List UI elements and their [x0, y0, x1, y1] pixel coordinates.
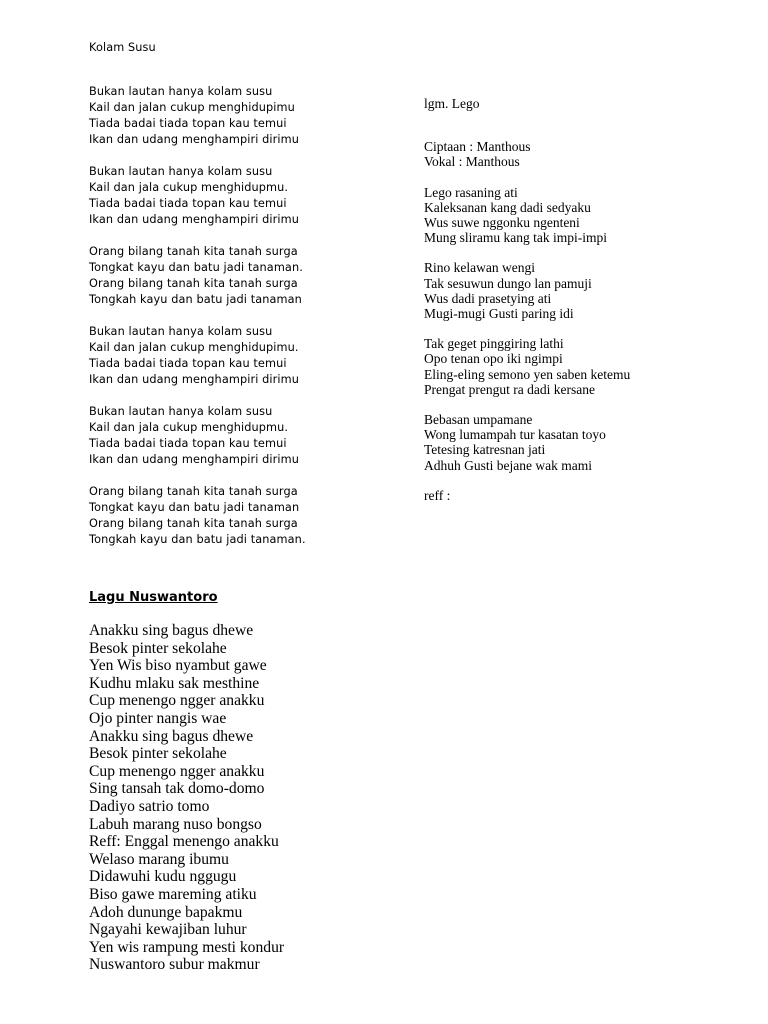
- lego-title: lgm. Lego: [424, 96, 480, 111]
- lyric-line: Kail dan jalan cukup menghidupimu.: [89, 341, 299, 354]
- lyric-line: Ngayahi kewajiban luhur: [89, 921, 247, 939]
- lyric-line: Mugi-mugi Gusti paring idi: [424, 306, 574, 322]
- lyric-line: Dadiyo satrio tomo: [89, 797, 210, 815]
- lyric-line: Wus suwe nggonku ngenteni: [424, 215, 580, 231]
- lyric-line: Kaleksanan kang dadi sedyaku: [424, 199, 591, 215]
- lyric-line: Tiada badai tiada topan kau temui: [89, 117, 287, 130]
- lyric-line: Cup menengo ngger anakku: [89, 692, 265, 710]
- lyric-line: Tiada badai tiada topan kau temui: [89, 357, 287, 370]
- lyric-line: Welaso marang ibumu: [89, 850, 229, 868]
- lyric-line: Kail dan jala cukup menghidupmu.: [89, 421, 289, 434]
- nuswantoro-title: Lagu Nuswantoro: [89, 590, 218, 605]
- lego-lyrics: [424, 96, 630, 503]
- lyric-line: Ikan dan udang menghampiri dirimu: [89, 213, 299, 226]
- lyric-line: Tak geget pinggiring lathi: [424, 336, 564, 352]
- lyric-line: Ojo pinter nangis wae: [89, 709, 227, 727]
- lyric-line: Ikan dan udang menghampiri dirimu: [89, 373, 299, 386]
- lyric-line: Tongkah kayu dan batu jadi tanaman.: [89, 533, 306, 546]
- lego-vokal: Vokal : Manthous: [424, 154, 520, 170]
- lyric-line: Besok pinter sekolahe: [89, 745, 227, 763]
- lyric-line: Nuswantoro subur makmur: [89, 956, 260, 974]
- lyric-line: Anakku sing bagus dhewe: [89, 622, 254, 639]
- lyric-line: Orang bilang tanah kita tanah surga: [89, 485, 298, 498]
- lyric-line: Ikan dan udang menghampiri dirimu: [89, 453, 299, 466]
- lyric-line: Lego rasaning ati: [424, 184, 518, 200]
- lyric-line: Bebasan umpamane: [424, 412, 533, 428]
- lyric-line: Opo tenan opo iki ngimpi: [424, 351, 563, 367]
- nuswantoro-lyrics: [89, 622, 284, 974]
- lyric-line: Orang bilang tanah kita tanah surga: [89, 517, 298, 530]
- lyric-line: Tiada badai tiada topan kau temui: [89, 437, 287, 450]
- kolam-susu-title: Kolam Susu: [89, 41, 156, 54]
- lyric-line: Biso gawe mareming atiku: [89, 885, 257, 903]
- lyric-line: Bukan lautan hanya kolam susu: [89, 405, 273, 418]
- lyric-line: Tongkat kayu dan batu jadi tanaman: [89, 501, 300, 514]
- kolam-susu-stanza-3: [89, 244, 306, 308]
- lyric-line: Besok pinter sekolahe: [89, 639, 227, 657]
- lyric-line: Sing tansah tak domo-domo: [89, 780, 265, 798]
- lyric-line: Yen wis rampung mesti kondur: [89, 938, 285, 956]
- lyric-line: Tongkah kayu dan batu jadi tanaman: [89, 293, 302, 306]
- kolam-susu-stanza-5: [89, 404, 306, 468]
- lyric-line: Eling-eling semono yen saben ketemu: [424, 366, 631, 382]
- lyric-line: Prengat prengut ra dadi kersane: [424, 381, 595, 397]
- lyric-line: Tiada badai tiada topan kau temui: [89, 197, 287, 210]
- lyric-line: Didawuhi kudu nggugu: [89, 868, 237, 886]
- kolam-susu-lyrics: [89, 84, 306, 564]
- lyric-line: Bukan lautan hanya kolam susu: [89, 325, 273, 338]
- lyric-line: Rino kelawan wengi: [424, 260, 535, 276]
- kolam-susu-stanza-4: [89, 324, 306, 388]
- lyric-line: Tetesing katresnan jati: [424, 442, 546, 458]
- lyric-line: Wong lumampah tur kasatan toyo: [424, 427, 606, 443]
- lyric-line: Orang bilang tanah kita tanah surga: [89, 245, 298, 258]
- lyric-line: Wus dadi prasetying ati: [424, 290, 552, 306]
- lyric-line: Orang bilang tanah kita tanah surga: [89, 277, 298, 290]
- lyric-line: Bukan lautan hanya kolam susu: [89, 85, 273, 98]
- lyric-line: Labuh marang nuso bongso: [89, 815, 262, 833]
- lego-reff: reff :: [424, 487, 451, 503]
- kolam-susu-stanza-1: [89, 84, 306, 148]
- lyric-line: Kail dan jala cukup menghidupmu.: [89, 181, 289, 194]
- kolam-susu-stanza-6: [89, 484, 306, 548]
- lyric-line: Mung sliramu kang tak impi-impi: [424, 230, 607, 246]
- lyric-line: Cup menengo ngger anakku: [89, 762, 265, 780]
- lyric-line: Tak sesuwun dungo lan pamuji: [424, 275, 592, 291]
- lyric-line: Anakku sing bagus dhewe: [89, 727, 254, 745]
- lyric-line: Tongkat kayu dan batu jadi tanaman.: [89, 261, 303, 274]
- lyric-line: Reff: Enggal menengo anakku: [89, 833, 279, 851]
- lyric-line: Kail dan jalan cukup menghidupimu: [89, 101, 295, 114]
- lyric-line: Kudhu mlaku sak mesthine: [89, 674, 260, 692]
- lyric-line: Ikan dan udang menghampiri dirimu: [89, 133, 299, 146]
- lyric-line: Adhuh Gusti bejane wak mami: [424, 457, 592, 473]
- lyric-line: Yen Wis biso nyambut gawe: [89, 657, 267, 675]
- kolam-susu-stanza-2: [89, 164, 306, 228]
- lego-ciptaan: Ciptaan : Manthous: [424, 139, 531, 155]
- lyric-line: Bukan lautan hanya kolam susu: [89, 165, 273, 178]
- lyric-line: Adoh dununge bapakmu: [89, 903, 243, 921]
